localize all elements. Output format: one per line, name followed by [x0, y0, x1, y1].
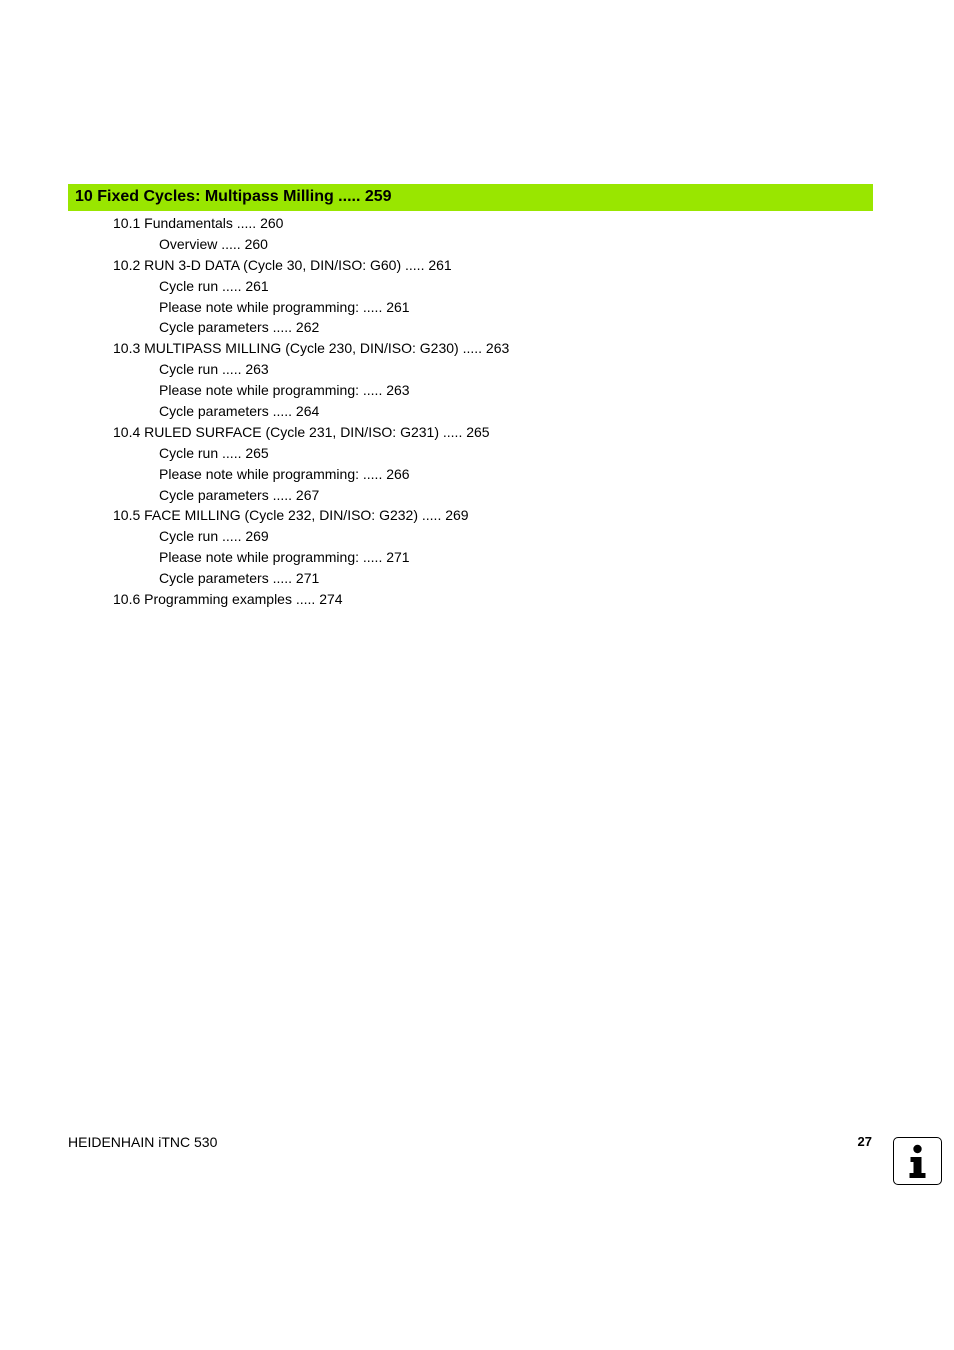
toc-subsection-entry[interactable]: Cycle parameters ..... 267	[159, 486, 320, 503]
toc-section-entry[interactable]: 10.4 RULED SURFACE (Cycle 231, DIN/ISO: G231) ..... 265	[113, 423, 490, 440]
toc-subsection-entry[interactable]: Cycle parameters ..... 264	[159, 403, 320, 420]
toc-section-entry[interactable]: 10.5 FACE MILLING (Cycle 232, DIN/ISO: G232) ..... 269	[113, 507, 469, 524]
toc-subsection-entry[interactable]: Cycle run ..... 269	[159, 528, 269, 545]
toc-section-entry[interactable]: 10.3 MULTIPASS MILLING (Cycle 230, DIN/ISO: G230) ..... 263	[113, 340, 510, 357]
footer-product-name: HEIDENHAIN iTNC 530	[68, 1134, 218, 1150]
toc-subsection-entry[interactable]: Please note while programming: ..... 271	[159, 549, 410, 566]
toc-subsection-entry[interactable]: Cycle parameters ..... 271	[159, 570, 320, 587]
toc-section-entry[interactable]: 10.6 Programming examples ..... 274	[113, 591, 343, 608]
toc-subsection-entry[interactable]: Please note while programming: ..... 266	[159, 465, 410, 482]
toc-subsection-entry[interactable]: Overview ..... 260	[159, 235, 268, 252]
toc-subsection-entry[interactable]: Cycle run ..... 265	[159, 444, 269, 461]
toc-section-entry[interactable]: 10.2 RUN 3-D DATA (Cycle 30, DIN/ISO: G60) ..... 261	[113, 256, 452, 273]
toc-section-entry[interactable]: 10.1 Fundamentals ..... 260	[113, 215, 284, 231]
chapter-heading[interactable]	[68, 184, 873, 211]
chapter-title: 10 Fixed Cycles: Multipass Milling ..... 259	[75, 188, 392, 205]
toc-subsection-entry[interactable]: Please note while programming: ..... 263	[159, 382, 410, 399]
toc-subsection-entry[interactable]: Please note while programming: ..... 261	[159, 298, 410, 315]
toc-subsection-entry[interactable]: Cycle run ..... 263	[159, 361, 269, 378]
table-of-contents	[0, 213, 954, 610]
page-number: 27	[857, 1134, 872, 1149]
toc-subsection-entry[interactable]: Cycle run ..... 261	[159, 277, 269, 294]
info-icon	[893, 1137, 942, 1185]
toc-subsection-entry[interactable]: Cycle parameters ..... 262	[159, 319, 320, 336]
